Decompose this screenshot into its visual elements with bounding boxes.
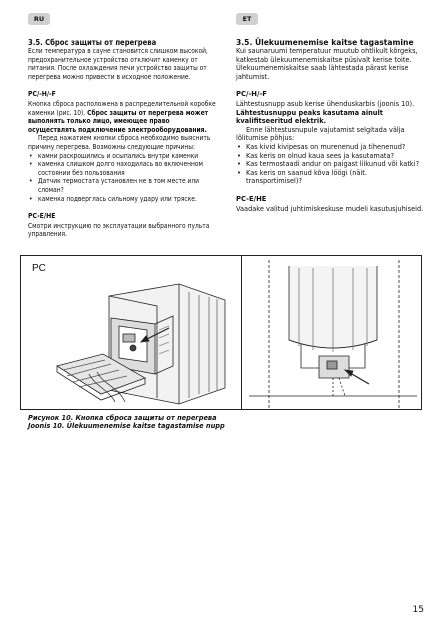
estonian-column bbox=[236, 38, 424, 213]
russian-column bbox=[28, 38, 218, 239]
pc-subheading: PC/-H/-F bbox=[28, 90, 56, 99]
list-item: • каменка подверглась сильному удару или тряске. bbox=[28, 195, 218, 204]
che-paragraph: Смотри инструкцию по эксплуатации выбранного пульта управления. bbox=[28, 221, 210, 239]
list-item: • Kas keris on olnud kaua sees ja kasutamata? bbox=[236, 152, 424, 161]
che-subheading: PC-E/HE bbox=[236, 194, 267, 203]
cause-paragraph: Перед нажатием кнопки сброса необходимо выяснить причину перегрева. Возможны следующие причины: bbox=[28, 134, 211, 151]
pc-warning-text: Сброс защиты от перегрева может выполнять только лицо, имеющее право осуществлять подключение электрооборудования. bbox=[28, 108, 209, 134]
pc-text: Lähtestusnupp asub kerise ühenduskarbis (joonis 10). bbox=[236, 99, 415, 108]
caption-ru: Рисунок 10. Кнопка сброса защиты от перегрева bbox=[28, 414, 217, 422]
caption-et: Joonis 10. Ülekuumenemise kaitse tagastamise nupp bbox=[28, 422, 225, 430]
page-number: 15 bbox=[412, 605, 424, 615]
figure-10-frame bbox=[20, 255, 422, 410]
pc-paragraph bbox=[236, 100, 424, 126]
cause-paragraph: Enne lähtestusnupule vajutamist selgitada välja lõlitumise põhjus: bbox=[236, 125, 405, 143]
list-item: • Kas kivid kivipesas on murenenud ja tihenenud? bbox=[236, 143, 424, 152]
cause-list bbox=[28, 152, 218, 204]
pc-paragraph bbox=[28, 100, 218, 134]
section-heading: 3.5. Сброс защиты от перегрева bbox=[28, 38, 157, 47]
lang-tab-et: ET bbox=[236, 13, 258, 25]
intro-paragraph: Kui saunaruumi temperatuur muutub ohtlikult kõrgeks, katkestab ülekuumenemiskaitse püsivalt kerise toite. Ülekuumenemiskaitse saab lähtestada pärast kerise jahtumist. bbox=[236, 47, 418, 81]
cause-list bbox=[236, 143, 424, 186]
heater-connection-box-illustration bbox=[49, 266, 239, 408]
che-paragraph: Vaadake valitud juhtimiskeskuse mudeli kasutusjuhiseid. bbox=[236, 204, 424, 213]
list-item: • Kas keris on saanud kõva löögi (näit. transportimisel)? bbox=[236, 169, 424, 186]
pc-warning-text: Lähtestusnuppu peaks kasutama ainult kvalifitseeritud elektrik. bbox=[236, 108, 383, 126]
figure-divider bbox=[241, 256, 242, 409]
pc-text: Кнопка сброса расположена в распределительной коробке каменки (рис. 10). bbox=[28, 99, 216, 117]
list-item: • Kas termostaadi andur on paigast liikunud või katki? bbox=[236, 160, 424, 169]
list-item: • Датчик термостата установлен не в том месте или сломан? bbox=[28, 177, 218, 194]
pc-subheading: PC/-H/-F bbox=[236, 90, 267, 99]
intro-paragraph: Если температура в сауне становится слишком высокой, предохранительное устройство отключит каменку от питания. После охлаждения печи устройство защиты от перегрева можно привести в исходное положение. bbox=[28, 47, 208, 81]
heater-side-view-illustration bbox=[249, 260, 417, 408]
section-heading: 3.5. Ülekuumenemise kaitse tagastamine bbox=[236, 38, 414, 47]
list-item: • камни раскрошились и осыпались внутри каменки bbox=[28, 152, 218, 161]
list-item: • каменка слишком долго находилась во включенном состоянии без пользования bbox=[28, 160, 218, 177]
che-subheading: PC-E/HE bbox=[28, 212, 56, 221]
lang-tab-ru: RU bbox=[28, 13, 50, 25]
figure-pc-label: PC bbox=[32, 263, 46, 274]
